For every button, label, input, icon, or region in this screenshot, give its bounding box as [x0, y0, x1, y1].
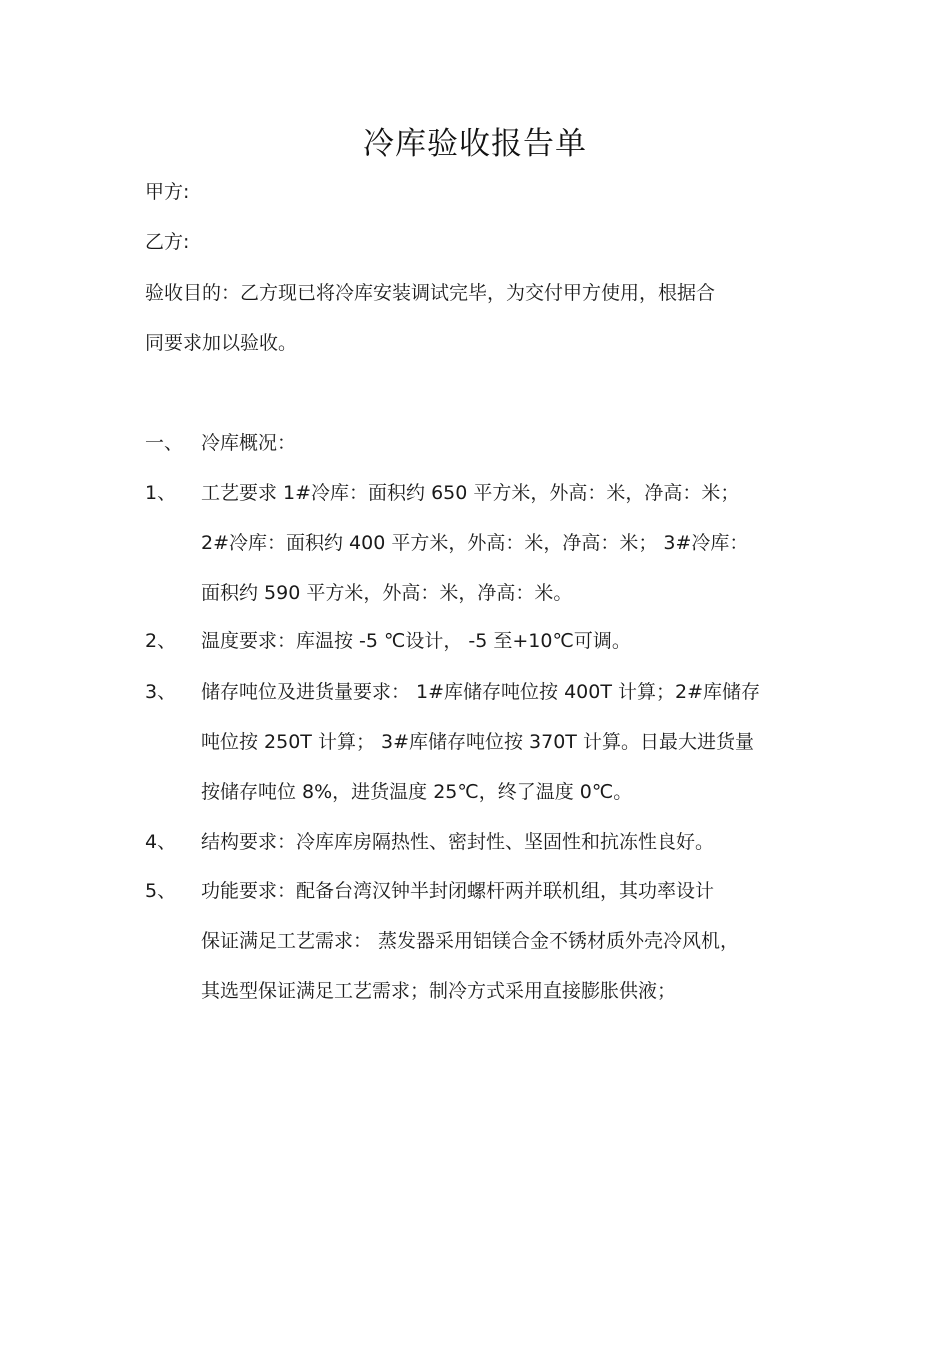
section-1-number: 一、	[145, 432, 184, 454]
item-5-line-2: 保证满足工艺需求： 蒸发器采用铝镁合金不锈材质外壳冷风机，	[201, 930, 740, 952]
item-1-number: 1、	[145, 482, 177, 504]
item-2-line-1: 温度要求：库温按 -5 ℃设计， -5 至+10℃可调。	[201, 630, 631, 652]
item-3-line-1: 储存吨位及进货量要求： 1#库储存吨位按 400T 计算；2#库储存	[201, 681, 761, 703]
item-1-line-3: 面积约 590 平方米，外高：米，净高：米。	[201, 582, 573, 604]
item-1-line-1: 工艺要求 1#冷库：面积约 650 平方米，外高：米，净高：米；	[201, 482, 740, 504]
page-title: 冷库验收报告单	[363, 126, 587, 162]
purpose-line-1: 验收目的：乙方现已将冷库安装调试完毕，为交付甲方使用，根据合	[145, 282, 716, 304]
item-2-number: 2、	[145, 630, 177, 652]
item-3-line-3: 按储存吨位 8%，进货温度 25℃，终了温度 0℃。	[201, 781, 633, 803]
item-5-line-3: 其选型保证满足工艺需求；制冷方式采用直接膨胀供液；	[201, 980, 677, 1002]
party-a-label: 甲方:	[145, 181, 190, 203]
item-3-number: 3、	[145, 681, 177, 703]
section-1-title: 冷库概况：	[201, 432, 297, 454]
item-3-line-2: 吨位按 250T 计算； 3#库储存吨位按 370T 计算。日最大进货量	[201, 731, 754, 753]
item-5-number: 5、	[145, 880, 177, 902]
item-4-number: 4、	[145, 831, 177, 853]
party-b-label: 乙方:	[145, 231, 190, 253]
item-1-line-2: 2#冷库：面积约 400 平方米，外高：米，净高：米； 3#冷库：	[201, 532, 749, 554]
purpose-line-2: 同要求加以验收。	[145, 332, 298, 354]
item-4-line-1: 结构要求：冷库库房隔热性、密封性、坚固性和抗冻性良好。	[201, 831, 715, 853]
item-5-line-1: 功能要求：配备台湾汉钟半封闭螺杆两并联机组，其功率设计	[201, 880, 715, 902]
